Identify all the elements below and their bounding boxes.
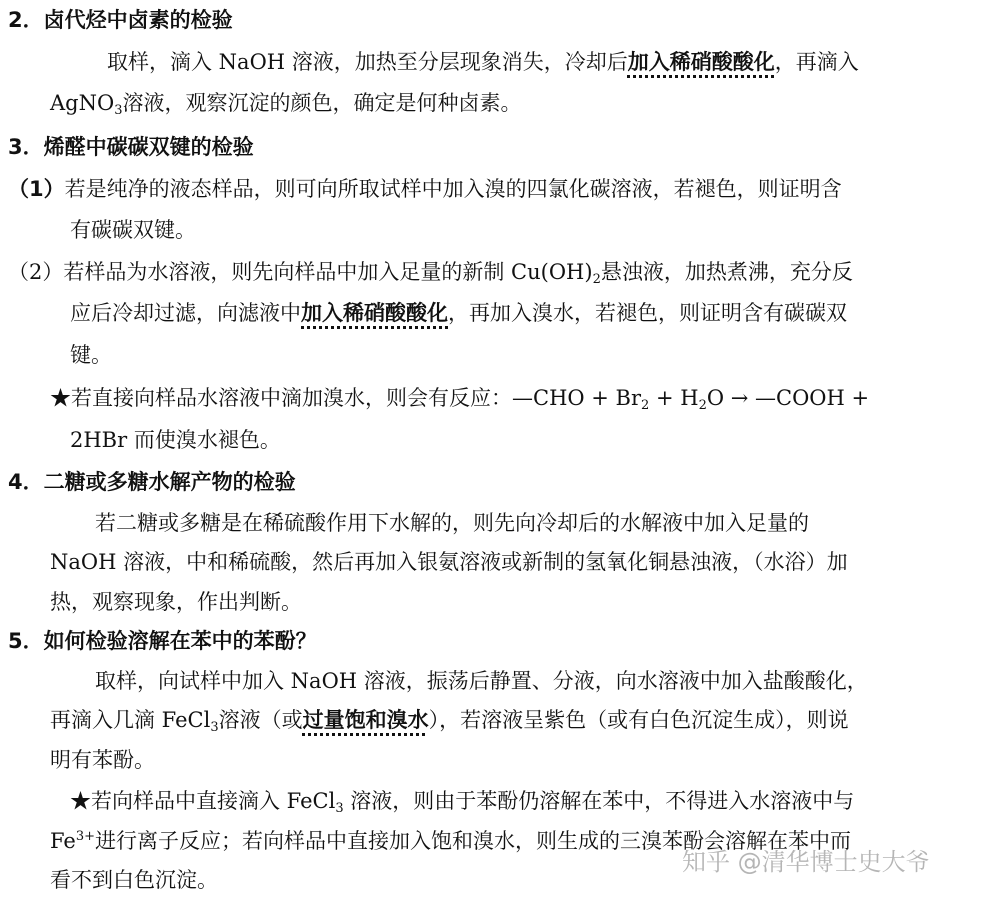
item-number: （2）	[8, 260, 64, 284]
section-5-line-1: 取样，向试样中加入 NaOH 溶液，振荡后静置、分液，向水溶液中加入盐酸酸化，	[95, 669, 868, 693]
text: ，再加入溴水，若褪色，则证明含有碳碳双	[448, 301, 847, 325]
subscript: 3	[335, 801, 344, 816]
text: 溶液（或	[218, 708, 303, 732]
subscript: 3	[114, 103, 123, 118]
section-5-title: 5．如何检验溶解在苯中的苯酚？	[8, 629, 317, 653]
section-3-item-2-line-3: 键。	[70, 343, 112, 367]
subscript: 3	[210, 720, 219, 735]
emphasis-text: 加入稀硝酸酸化	[301, 301, 448, 325]
section-3-item-1-line-2: 有碳碳双键。	[70, 218, 196, 242]
section-3-star-line-1	[50, 384, 869, 412]
emphasis-text: 加入稀硝酸酸化	[627, 50, 775, 74]
watermark: 知乎 @清华博士史大爷	[682, 848, 930, 876]
text: 若样品为水溶液，则先向样品中加入足量的新制 Cu(OH)	[63, 260, 593, 284]
text: 悬浊液，加热煮沸，充分反	[600, 260, 853, 284]
text: ，再滴入	[774, 50, 859, 74]
emphasis-text: 过量饱和溴水	[302, 708, 429, 732]
text: AgNO	[50, 91, 115, 115]
section-3-title: 3．烯醛中碳碳双键的检验	[8, 135, 254, 159]
text: + H	[649, 386, 699, 410]
text: 若是纯净的液态样品，则可向所取试样中加入溴的四氯化碳溶液，若褪色，则证明含	[64, 177, 842, 201]
text: 进行离子反应；若向样品中直接加入饱和溴水，则生成的三溴苯酚会溶解在苯中而	[95, 829, 852, 853]
section-4-line-3: 热，观察现象，作出判断。	[50, 590, 302, 614]
superscript: 3+	[75, 829, 96, 844]
section-2-line-1	[107, 48, 859, 76]
subscript: 2	[698, 398, 707, 413]
subscript: 2	[641, 398, 650, 413]
item-number: （1）	[8, 177, 65, 201]
text: 再滴入几滴 FeCl	[50, 708, 211, 732]
text: 溶液，则由于苯酚仍溶解在苯中，不得进入水溶液中与	[343, 789, 855, 813]
section-3-item-2-line-2	[70, 299, 847, 327]
section-5-star-line-3: 看不到白色沉淀。	[50, 868, 218, 892]
section-5-line-2	[50, 706, 849, 734]
text: 应后冷却过滤，向滤液中	[70, 301, 301, 325]
section-4-line-2: NaOH 溶液，中和稀硫酸，然后再加入银氨溶液或新制的氢氧化铜悬浊液，（水浴）加	[50, 550, 848, 574]
text: 取样，滴入 NaOH 溶液，加热至分层现象消失，冷却后	[107, 50, 628, 74]
text: ★若向样品中直接滴入 FeCl	[70, 789, 336, 813]
text: O → —COOH +	[706, 386, 870, 410]
section-3-item-1-line-1	[8, 175, 842, 203]
section-3-item-2-line-1	[8, 258, 853, 286]
text: 溶液，观察沉淀的颜色，确定是何种卤素。	[122, 91, 522, 115]
section-3-star-line-2: 2HBr 而使溴水褪色。	[70, 428, 281, 452]
subscript: 2	[592, 272, 601, 287]
section-5-star-line-1	[70, 787, 854, 815]
section-2-line-2	[50, 89, 521, 117]
text: ★若直接向样品水溶液中滴加溴水，则会有反应：—CHO + Br	[50, 386, 642, 410]
text: Fe	[50, 829, 76, 853]
text: ），若溶液呈紫色（或有白色沉淀生成），则说	[428, 708, 849, 732]
section-4-title: 4．二糖或多糖水解产物的检验	[8, 470, 296, 494]
section-5-line-3: 明有苯酚。	[50, 748, 155, 772]
section-4-line-1: 若二糖或多糖是在稀硫酸作用下水解的，则先向冷却后的水解液中加入足量的	[95, 511, 809, 535]
section-2-title: 2．卤代烃中卤素的检验	[8, 8, 233, 32]
